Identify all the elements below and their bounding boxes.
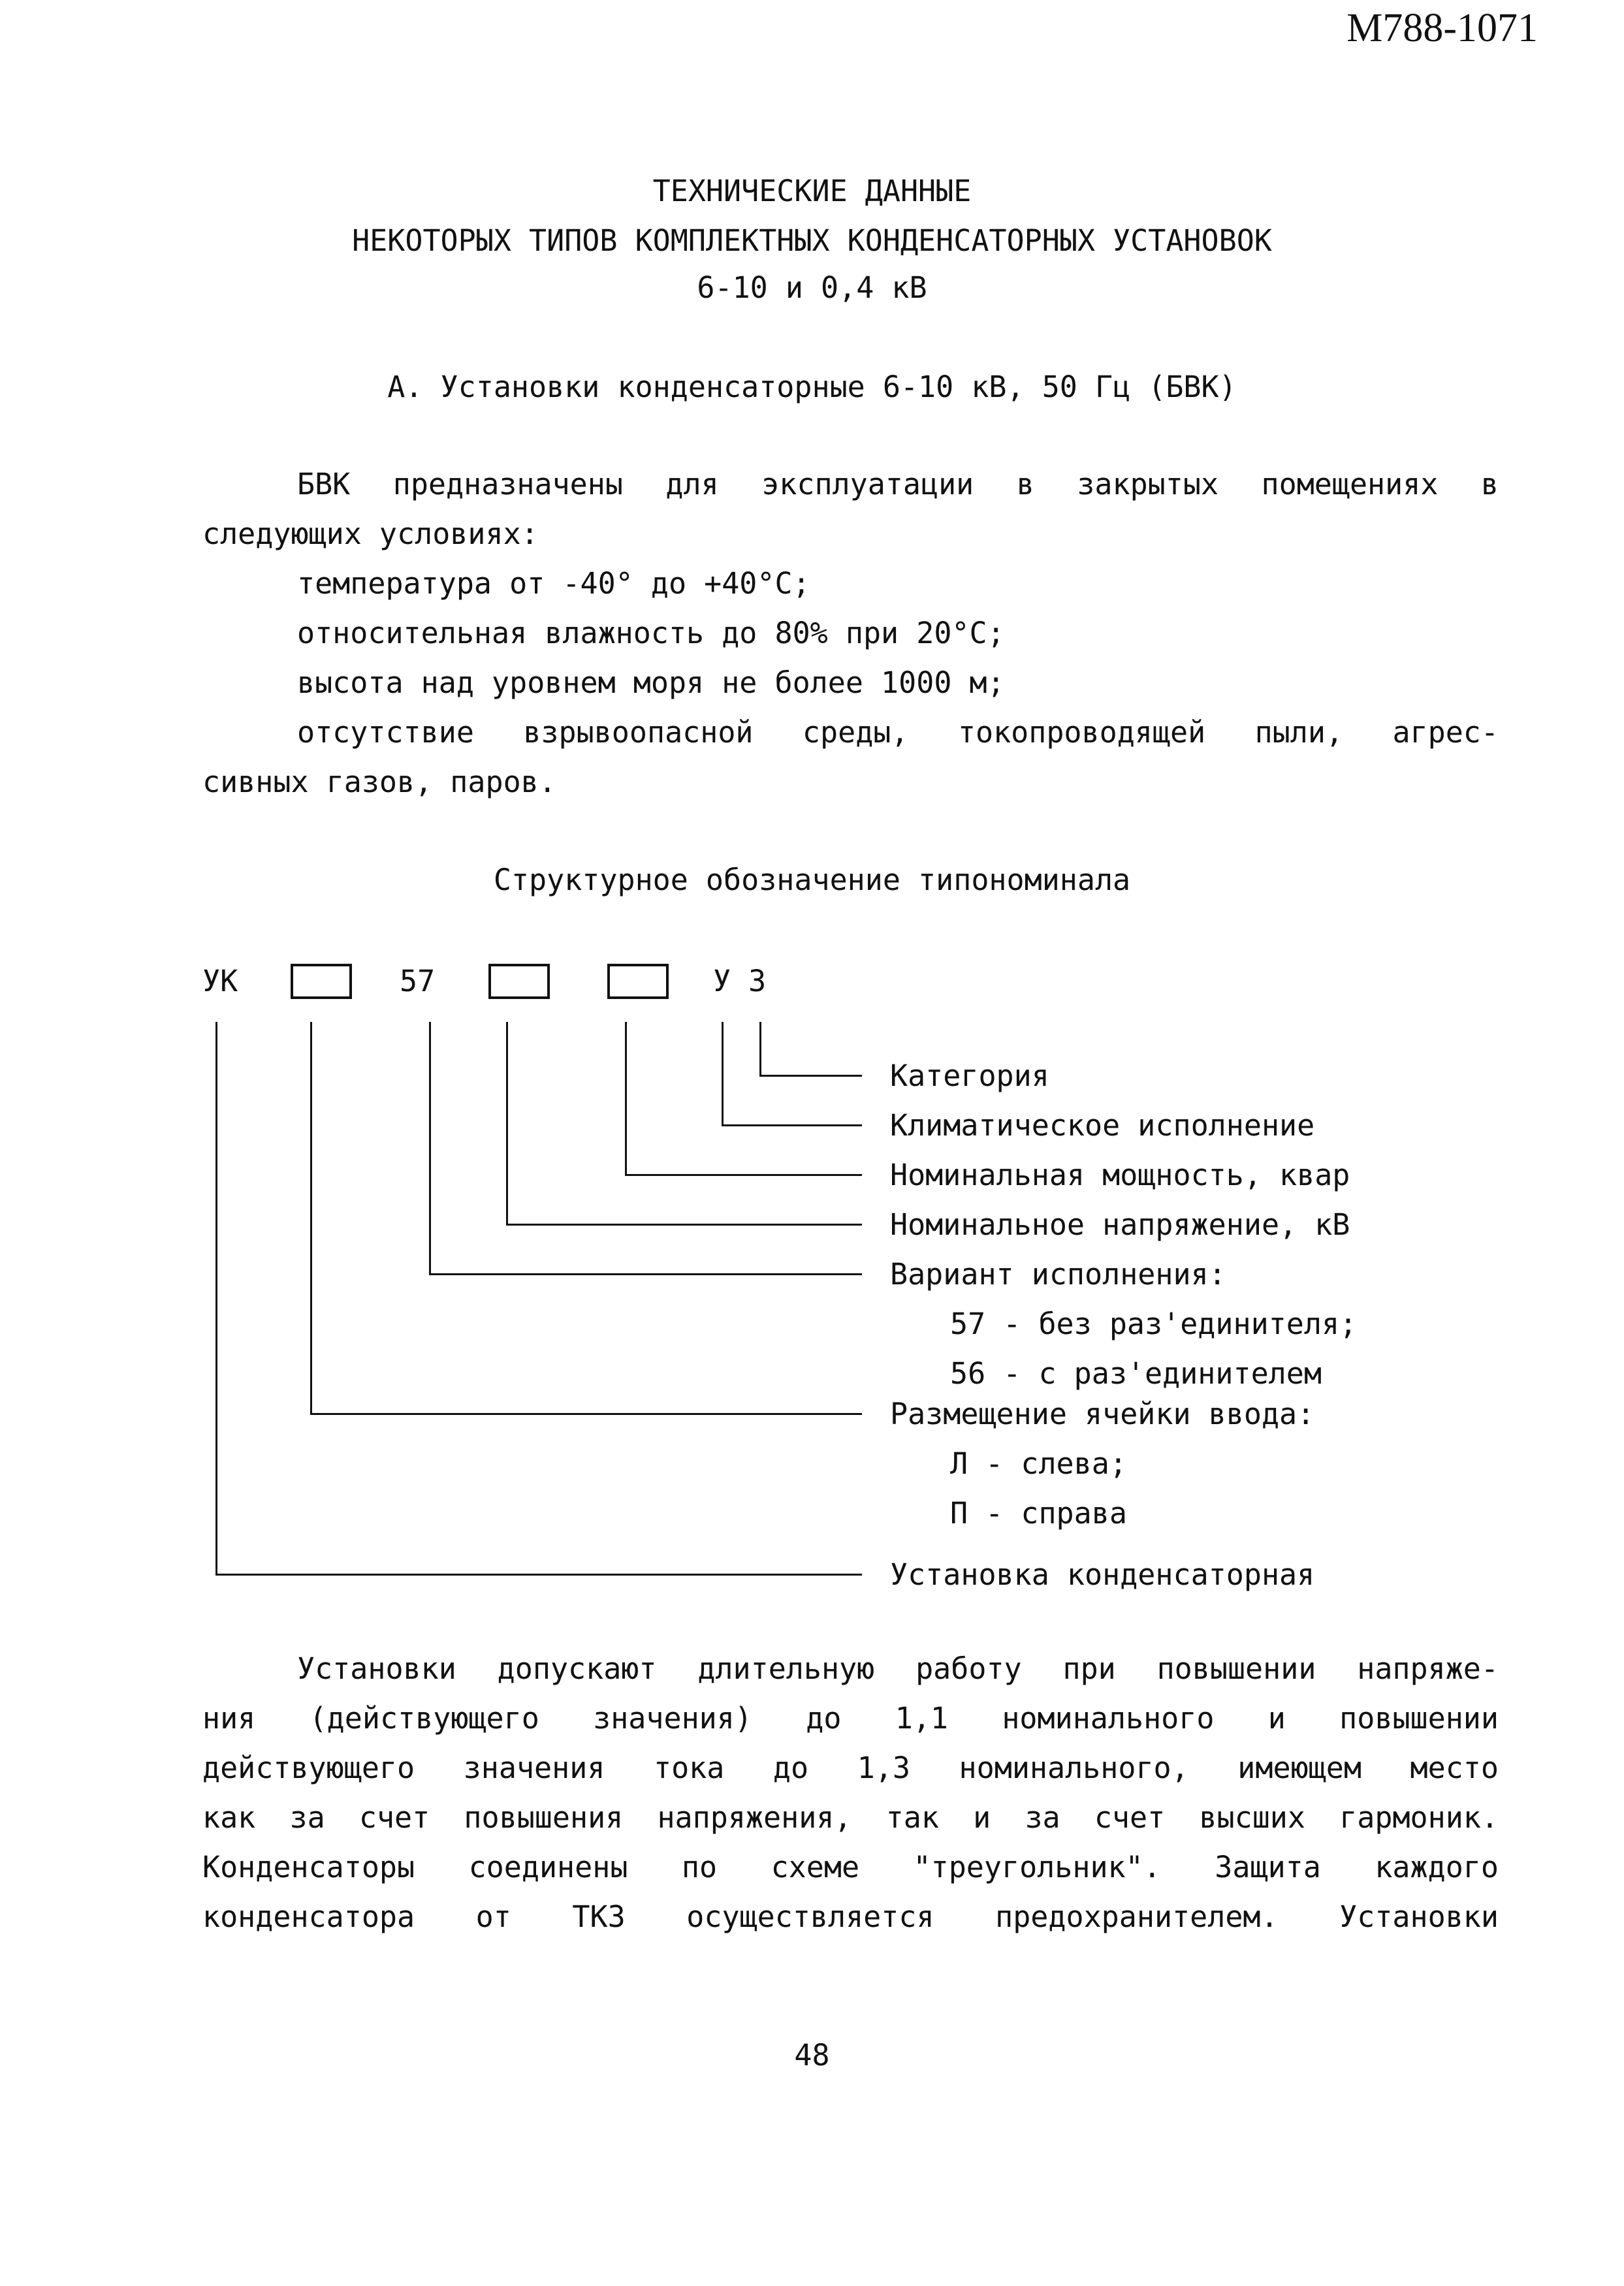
code-box-power [607,964,669,999]
condition-item-2: относительная влажность до 80% при 20°С; [297,616,1005,650]
leader-vertical-power [625,1022,627,1176]
condition-item-4-cont: сивных газов, паров. [202,765,556,799]
code-57: 57 [400,964,436,998]
leader-horizontal-placement [310,1413,862,1415]
code-box-placement [291,964,352,999]
title-line-3: 6-10 и 0,4 кВ [697,270,927,305]
leader-horizontal-climate [722,1124,862,1126]
leader-horizontal-category [759,1075,862,1077]
condition-item-4: отсутствие взрывоопасной среды, токопроводящей пыли, агрес- [297,715,1499,750]
title-line-1: ТЕХНИЧЕСКИЕ ДАННЫЕ [652,174,972,208]
body-line-3: действующего значения тока до 1,3 номинального, имеющем место [202,1751,1499,1785]
intro-line-2: следующих условиях: [202,516,539,551]
label-placement: Размещение ячейки ввода: [890,1397,1315,1431]
leader-vertical-installation [215,1022,217,1576]
label-variant-56: 56 - с раз'единителем [950,1356,1322,1391]
condition-item-3: высота над уровнем моря не более 1000 м; [297,665,1005,700]
label-placement-left: Л - слева; [950,1446,1127,1481]
label-placement-right: П - справа [950,1496,1127,1531]
label-climate: Климатическое исполнение [890,1108,1315,1143]
body-line-5: Конденсаторы соединены по схеме "треугольник". Защита каждого [202,1850,1499,1884]
body-line-2: ния (действующего значения) до 1,1 номинального и повышении [202,1701,1499,1736]
leader-horizontal-voltage [506,1224,862,1226]
condition-item-1: температура от -40° до +40°С; [297,566,810,601]
label-variant: Вариант исполнения: [890,1257,1226,1292]
leader-horizontal-variant [429,1273,862,1275]
leader-vertical-climate [722,1022,724,1126]
label-variant-57: 57 - без раз'единителя; [950,1307,1358,1341]
code-box-voltage [488,964,550,999]
leader-vertical-variant [429,1022,431,1275]
leader-horizontal-power [625,1174,862,1176]
body-line-6: конденсатора от ТКЗ осуществляется предохранителем. Установки [202,1899,1499,1934]
body-line-1: Установки допускают длительную работу при повышении напряже- [297,1651,1499,1686]
page-number: 48 [794,2038,830,2072]
code-uk: УК [202,964,238,998]
intro-line-1: БВК предназначены для эксплуатации в закрытых помещениях в [297,467,1499,501]
leader-vertical-voltage [506,1022,508,1226]
document-code: М788-1071 [1346,6,1538,50]
structure-heading: Структурное обозначение типономинала [493,863,1131,897]
label-power: Номинальная мощность, квар [890,1158,1350,1192]
label-voltage: Номинальное напряжение, кВ [890,1207,1350,1242]
title-line-2: НЕКОТОРЫХ ТИПОВ КОМПЛЕКТНЫХ КОНДЕНСАТОРНЫХ УСТАНОВОК [352,223,1272,258]
leader-vertical-category [759,1022,761,1077]
leader-vertical-placement [310,1022,312,1415]
label-category: Категория [890,1058,1049,1093]
body-line-4: как за счет повышения напряжения, так и за счет высших гармоник. [202,1800,1499,1835]
code-u3: У 3 [713,964,767,998]
label-installation: Установка конденсаторная [890,1557,1315,1592]
section-a-heading: А. Установки конденсаторные 6-10 кВ, 50 Гц (БВК) [387,370,1237,404]
leader-horizontal-installation [215,1574,862,1576]
